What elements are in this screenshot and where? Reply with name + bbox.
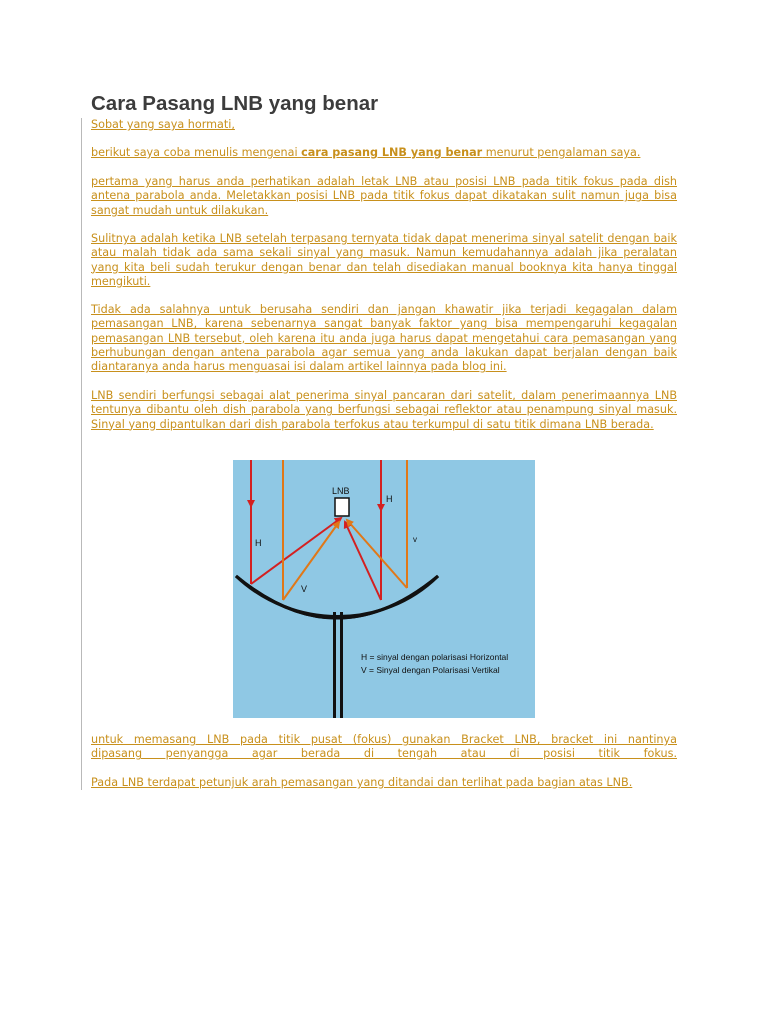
intro-bold-keyword: cara pasang LNB yang benar bbox=[301, 146, 483, 159]
bracket-line-1: untuk memasang LNB pada titik pusat (fokus) gunakan Bracket LNB, bracket ini nantinya bbox=[91, 733, 677, 746]
greeting-link[interactable]: Sobat yang saya hormati, bbox=[91, 118, 235, 131]
lnb-box bbox=[335, 498, 349, 516]
paragraph-failure-factors[interactable]: Tidak ada salahnya untuk berusaha sendiri dan jangan khawatir jika terjadi kegagalan dalam pemasangan LNB, karena sebenarnya sangat banyak faktor yang bisa mempengaruhi kegagalan pemasangan LNB tersebut, oleh karena itu anda juga harus dapat mengetahui cara pemasangan yang berhubungan dengan antena parabola agar semua yang anda lakukan dapat berjalan dengan baik diantaranya anda harus menguasai isi dalam artikel lainnya pada blog ini. bbox=[91, 303, 677, 374]
h-label-right: H bbox=[386, 494, 393, 504]
v-label-right: v bbox=[413, 535, 417, 544]
reflected-v-right bbox=[347, 520, 407, 588]
reflected-v-left bbox=[283, 522, 339, 600]
bracket-line-2: dipasang penyangga agar berada di tengah atau di posisi titik fokus. bbox=[91, 747, 677, 761]
v-label-center: V bbox=[301, 584, 308, 594]
reflected-h-left bbox=[251, 518, 341, 584]
reflected-h-right bbox=[345, 522, 381, 600]
diagram-svg bbox=[233, 460, 535, 718]
lnb-label: LNB bbox=[332, 486, 350, 496]
legend-horizontal: H = sinyal dengan polarisasi Horizontal bbox=[361, 652, 509, 662]
paragraph-direction[interactable]: Pada LNB terdapat petunjuk arah pemasangan yang ditandai dan terlihat pada bagian atas LNB. bbox=[91, 776, 633, 789]
paragraph-focus-position[interactable]: pertama yang harus anda perhatikan adalah letak LNB atau posisi LNB pada titik fokus pada dish antena parabola anda. Meletakkan posisi LNB pada titik fokus dapat dikatakan sulit namun juga bisa sangat mudah untuk dilakukan. bbox=[91, 175, 677, 217]
paragraph-lnb-function[interactable]: LNB sendiri berfungsi sebagai alat penerima sinyal pancaran dari satelit, dalam penerimaannya LNB tentunya dibantu oleh dish parabola yang berfungsi sebagai reflektor atau penampung sinyal masuk. Sinyal yang dipantulkan dari dish parabola terfokus atau terkumpul di satu titik dimana LNB berada. bbox=[91, 389, 677, 431]
legend-vertical: V = Sinyal dengan Polarisasi Vertikal bbox=[361, 665, 500, 675]
paragraph-bracket[interactable] bbox=[91, 733, 677, 762]
paragraph-intro[interactable] bbox=[91, 146, 677, 160]
dish-stand-left bbox=[333, 612, 336, 718]
left-margin-rule bbox=[81, 118, 82, 790]
paragraph-difficulty[interactable]: Sulitnya adalah ketika LNB setelah terpasang ternyata tidak dapat menerima sinyal satelit dengan baik atau malah tidak ada sama sekali sinyal yang masuk. Namun kemudahannya adalah jika peralatan yang kita beli sudah terukur dengan benar dan telah disediakan manual booknya kita hanya tinggal mengikuti. bbox=[91, 232, 677, 288]
dish-stand-right bbox=[340, 612, 343, 718]
intro-text: berikut saya coba menulis mengenai bbox=[91, 146, 302, 159]
lnb-dish-diagram bbox=[233, 460, 535, 718]
h-label-left: H bbox=[255, 538, 262, 548]
article-title: Cara Pasang LNB yang benar bbox=[91, 92, 379, 115]
intro-text-end: menurut pengalaman saya. bbox=[482, 146, 641, 159]
